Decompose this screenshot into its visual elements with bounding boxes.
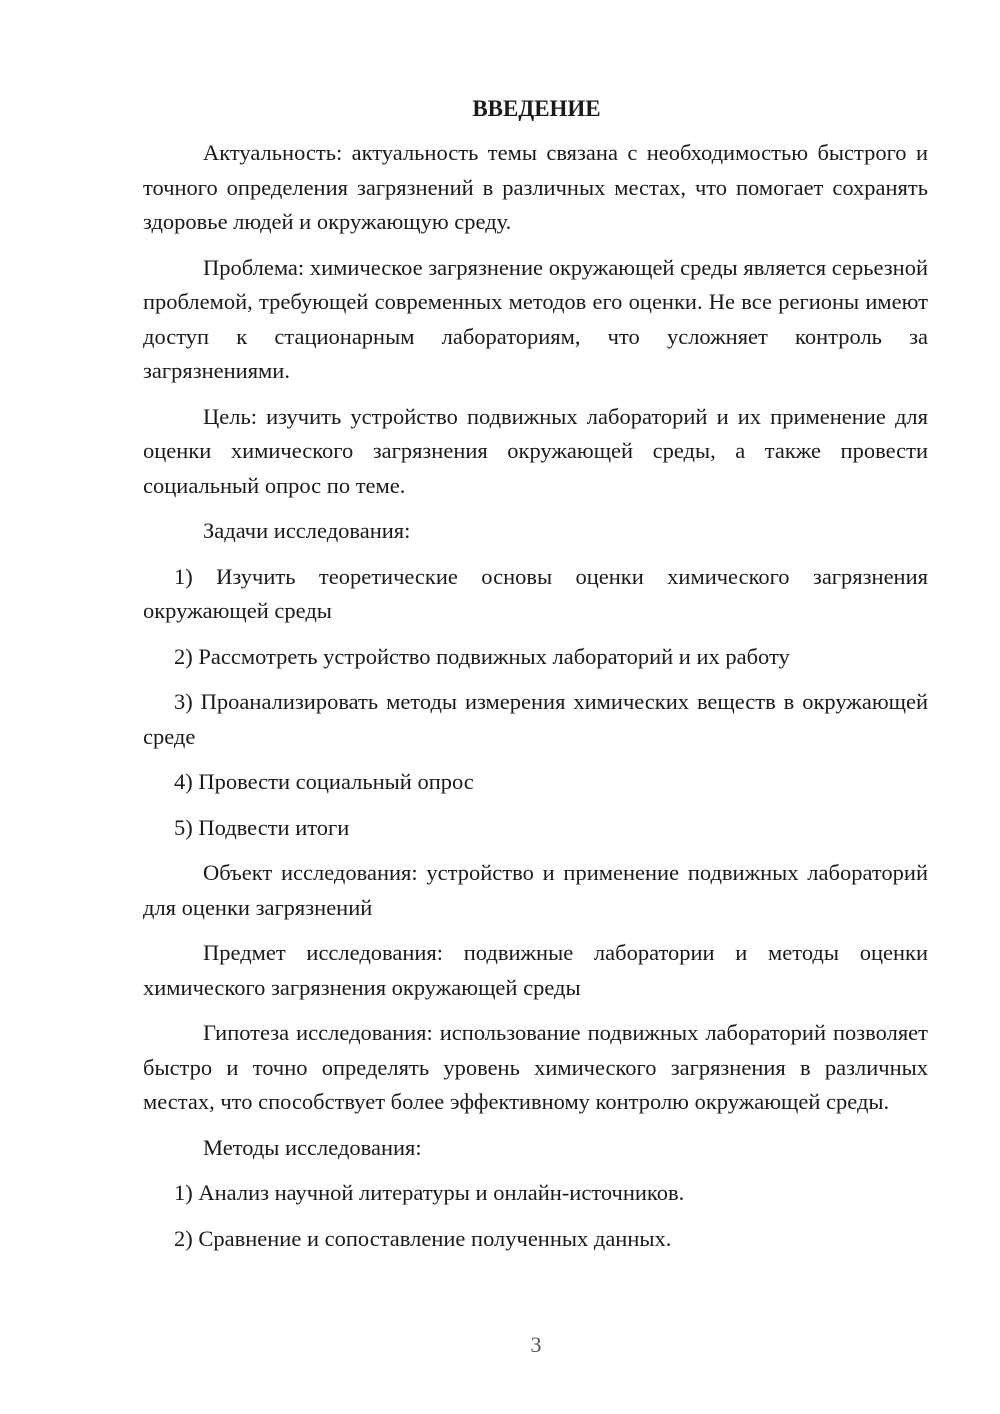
paragraph-problem: Проблема: химическое загрязнение окружающей среды является серьезной проблемой, требующей современных методов его оценки. Не все регионы имеют доступ к стационарным лабораториям, что усложняет контроль за загрязнениями. xyxy=(143,254,928,383)
page-number: 3 xyxy=(530,1332,542,1357)
method-item-2: 2) Сравнение и сопоставление полученных данных. xyxy=(174,1225,672,1251)
method-item-1: 1) Анализ научной литературы и онлайн-источников. xyxy=(174,1180,685,1205)
paragraph-hypothesis: Гипотеза исследования: использование подвижных лабораторий позволяет быстро и точно определять уровень химического загрязнения в различных местах, что способствует более эффективному контролю окружающей среды. xyxy=(143,1020,928,1114)
page-title: ВВЕДЕНИЕ xyxy=(472,96,601,121)
paragraph-relevance: Актуальность: актуальность темы связана с необходимостью быстрого и точного определения загрязнений в различных местах, что помогает сохранять здоровье людей и окружающую среду. xyxy=(143,140,928,234)
methods-title: Методы исследования: xyxy=(203,1134,422,1160)
tasks-title: Задачи исследования: xyxy=(203,518,411,543)
paragraph-subject: Предмет исследования: подвижные лаборатории и методы оценки химического загрязнения окружающей среды xyxy=(143,940,928,1000)
task-item-2: 2) Рассмотреть устройство подвижных лабораторий и их работу xyxy=(174,643,790,669)
paragraph-goal: Цель: изучить устройство подвижных лабораторий и их применение для оценки химического загрязнения окружающей среды, а также провести социальный опрос по теме. xyxy=(143,403,928,498)
task-item-4: 4) Провести социальный опрос xyxy=(174,769,474,794)
task-item-1: 1) Изучить теоретические основы оценки химического загрязнения окружающей среды xyxy=(143,563,928,623)
task-item-3: 3) Проанализировать методы измерения химических веществ в окружающей среде xyxy=(143,689,928,749)
paragraph-object: Объект исследования: устройство и применение подвижных лабораторий для оценки загрязнений xyxy=(143,860,928,920)
task-item-5: 5) Подвести итоги xyxy=(174,814,350,840)
document-page xyxy=(143,92,928,1267)
